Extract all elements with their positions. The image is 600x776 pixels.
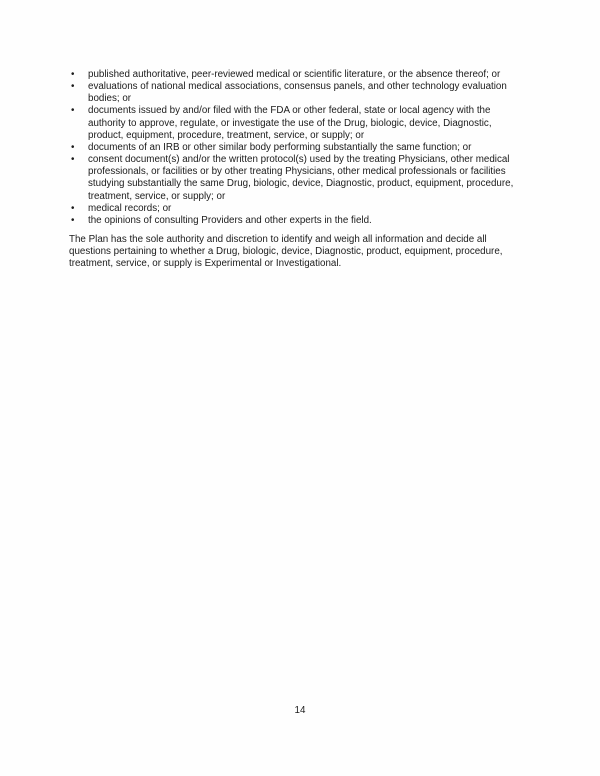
bullet-marker: •: [71, 81, 75, 93]
bullet-marker: •: [71, 105, 75, 117]
bullet-item: [69, 69, 515, 81]
bullet-item: [69, 203, 515, 215]
closing-paragraph: The Plan has the sole authority and discretion to identify and weigh all information and decide all questions pertaining to whether a Drug, biologic, device, Diagnostic, product, equipment, procedure, treatment, service, or supply is Experimental or Investigational.: [69, 234, 503, 270]
bullet-marker: •: [71, 214, 75, 226]
bullet-item: [69, 215, 515, 227]
bullet-list: [69, 69, 515, 227]
bullet-item: [69, 154, 515, 203]
bullet-item: [69, 142, 515, 154]
page-number: 14: [294, 705, 306, 716]
bullet-text: published authoritative, peer-reviewed medical or scientific literature, or the absence thereof; or: [88, 69, 501, 80]
page-content: [69, 69, 515, 271]
bullet-text: medical records; or: [88, 202, 172, 214]
bullet-text: evaluations of national medical associations, consensus panels, and other technology evaluation bodies; or: [88, 81, 507, 105]
bullet-text: documents of an IRB or other similar body performing substantially the same function; or: [88, 141, 472, 153]
bullet-marker: •: [71, 202, 75, 214]
bullet-marker: •: [71, 69, 75, 80]
bullet-marker: •: [71, 154, 75, 166]
bullet-item: [69, 81, 515, 105]
bullet-marker: •: [71, 141, 75, 153]
bullet-text: documents issued by and/or filed with the FDA or other federal, state or local agency with the authority to approve, regulate, or investigate the use of the Drug, biologic, device, Diagnostic, product, equipment, procedure, treatment, service, or supply; or: [88, 105, 492, 141]
bullet-item: [69, 105, 515, 141]
bullet-text: the opinions of consulting Providers and other experts in the field.: [88, 214, 372, 226]
bullet-text: consent document(s) and/or the written protocol(s) used by the treating Physicians, other medical professionals, or facilities or by other treating Physicians, other medical professionals or facilities studying substantially the same Drug, biologic, device, Diagnostic, product, equipment, procedure, treatment, service, or supply; or: [88, 154, 514, 202]
